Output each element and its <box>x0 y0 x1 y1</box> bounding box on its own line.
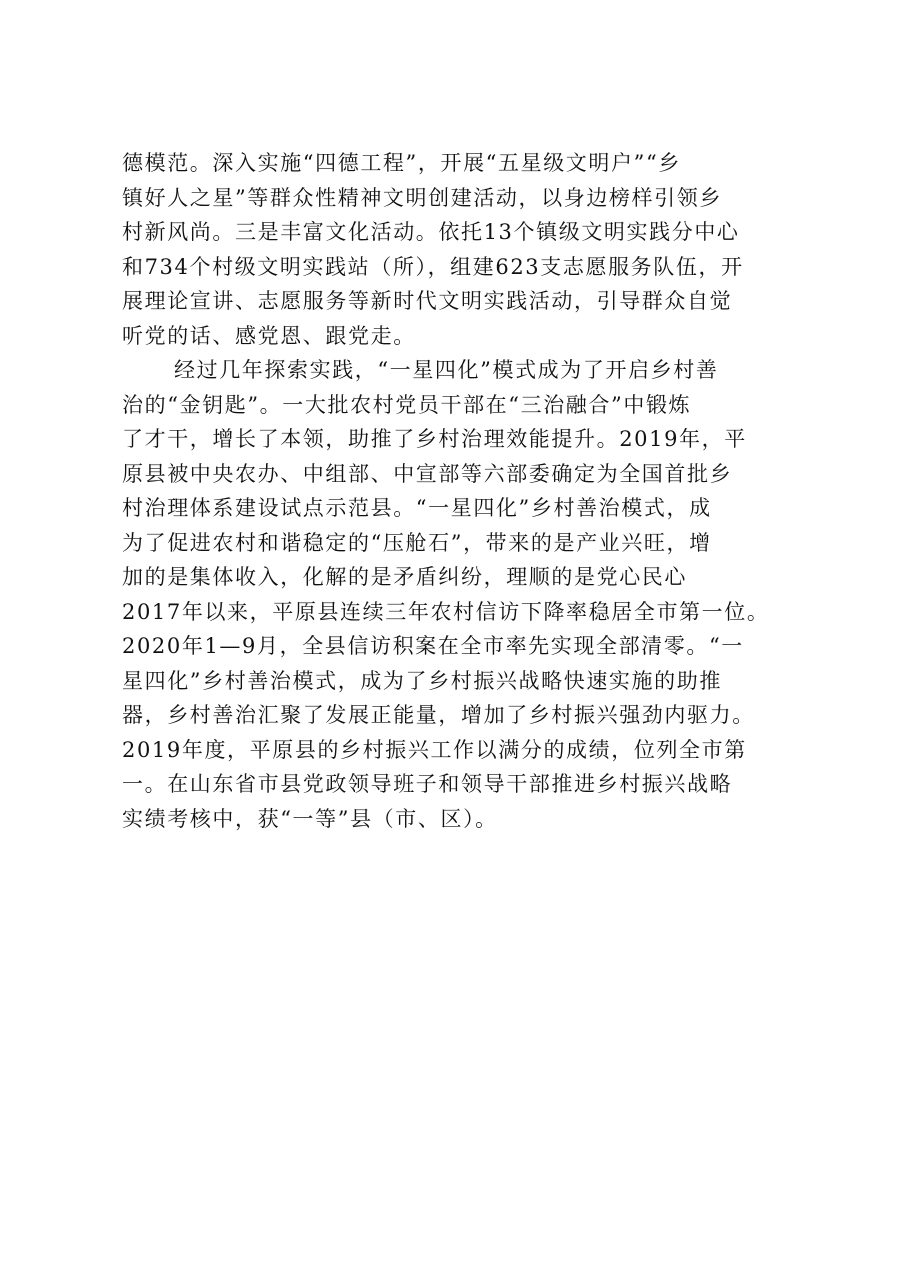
text-line: 村新风尚。三是丰富文化活动。依托13个镇级文明实践分中心 <box>122 220 740 244</box>
text-line: 村治理体系建设试点示范县。“一星四化”乡村善治模式，成 <box>122 496 712 520</box>
body-text <box>122 146 812 836</box>
text-line: 德模范。深入实施“四德工程”，开展“五星级文明户”“乡 <box>122 151 681 175</box>
text-line: 加的是集体收入，化解的是矛盾纠纷，理顺的是党心民心 <box>122 565 687 589</box>
text-line: 实绩考核中，获“一等”县（市、区）。 <box>122 806 498 831</box>
text-line: 听党的话、感党恩、跟党走。 <box>122 323 416 348</box>
text-line: 治的“金钥匙”。一大批农村党员干部在“三治融合”中锻炼 <box>122 392 692 417</box>
paragraph-first-line: 经过几年探索实践，“一星四化”模式成为了开启乡村善 <box>174 358 719 382</box>
text-line: 镇好人之星”等群众性精神文明创建活动，以身边榜样引领乡 <box>122 185 722 210</box>
text-line: 星四化”乡村善治模式，成为了乡村振兴战略快速实施的助推 <box>122 668 722 693</box>
text-line: 一。在山东省市县党政领导班子和领导干部推进乡村振兴战略 <box>122 772 733 796</box>
text-line: 2017年以来，平原县连续三年农村信访下降率稳居全市第一位。 <box>122 599 770 624</box>
text-line: 2019年度，平原县的乡村振兴工作以满分的成绩，位列全市第 <box>122 737 747 762</box>
text-line: 展理论宣讲、志愿服务等新时代文明实践活动，引导群众自觉 <box>122 289 733 313</box>
text-line: 了才干，增长了本领，助推了乡村治理效能提升。2019年，平 <box>122 427 747 451</box>
text-line: 原县被中央农办、中组部、中宣部等六部委确定为全国首批乡 <box>122 461 733 486</box>
text-line: 器，乡村善治汇聚了发展正能量，增加了乡村振兴强劲内驱力。 <box>122 703 755 727</box>
text-line: 2020年1—9月，全县信访积案在全市率先实现全部清零。“一 <box>122 634 744 658</box>
text-line: 和734个村级文明实践站（所），组建623支志愿服务队伍，开 <box>122 254 744 279</box>
text-line: 为了促进农村和谐稳定的“压舱石”，带来的是产业兴旺，增 <box>122 530 712 555</box>
